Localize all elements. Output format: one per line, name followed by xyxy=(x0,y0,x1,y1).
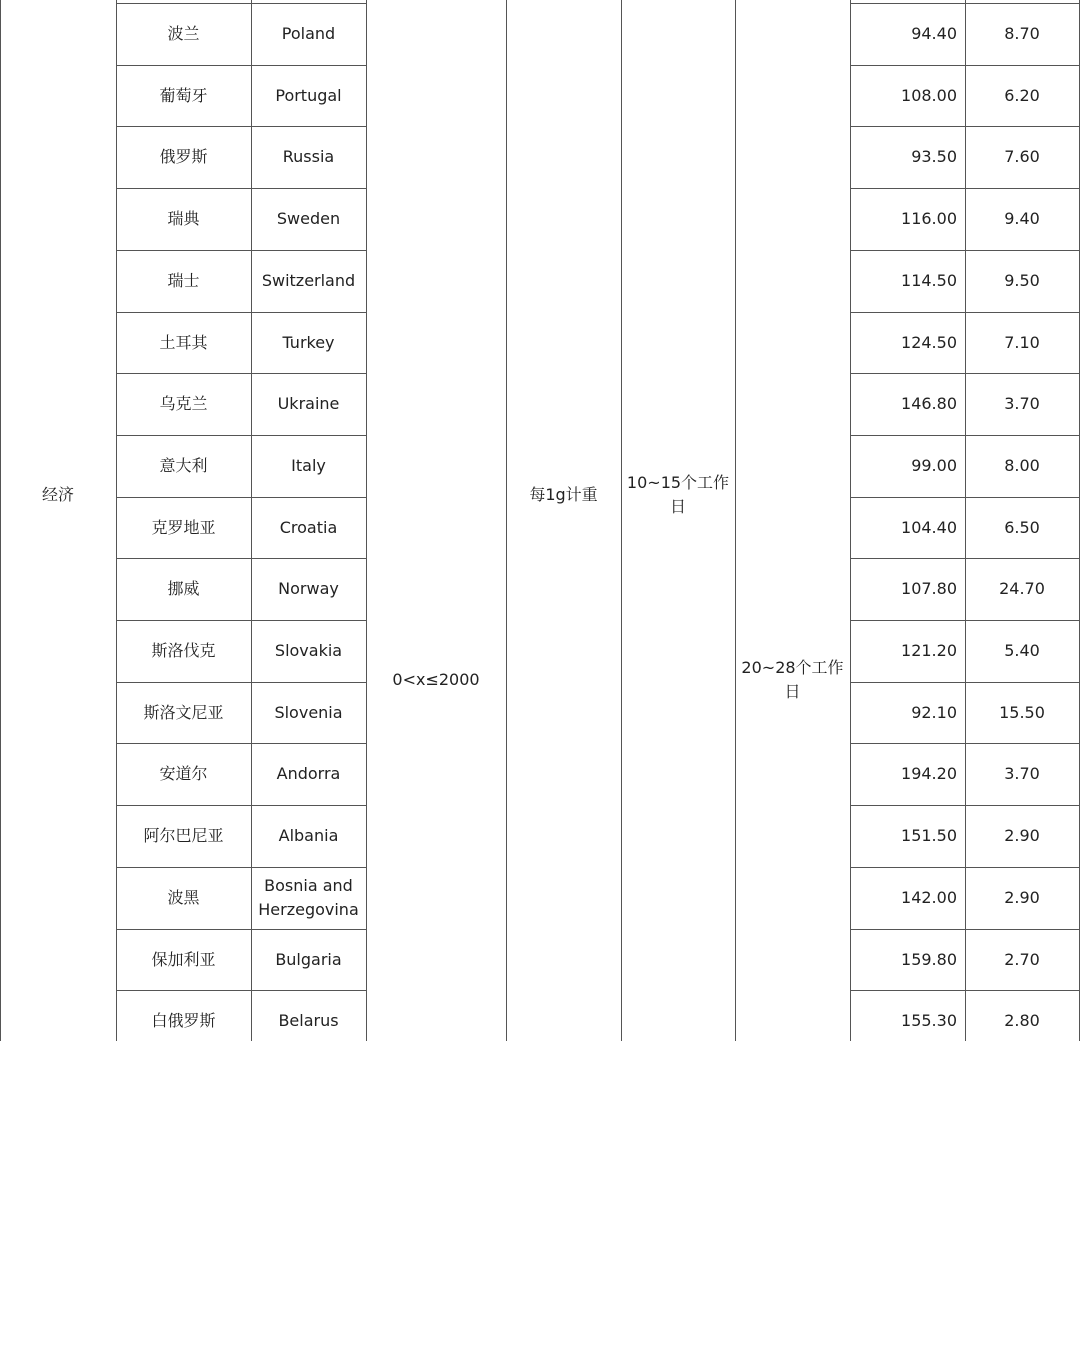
registration-fee: 6.50 xyxy=(1004,518,1040,537)
registration-fee: 8.70 xyxy=(1004,24,1040,43)
country-name-cn: 乌克兰 xyxy=(159,394,208,413)
registration-fee: 2.90 xyxy=(1004,888,1040,907)
price-per-kg: 108.00 xyxy=(901,86,957,105)
country-name-en: Slovenia xyxy=(274,703,343,722)
country-name-en: Russia xyxy=(282,147,335,166)
country-name-cn: 阿尔巴尼亚 xyxy=(143,826,224,845)
table-column-divider xyxy=(506,0,507,1041)
price-per-kg: 142.00 xyxy=(901,888,957,907)
registration-fee: 9.40 xyxy=(1004,209,1040,228)
price-per-kg: 159.80 xyxy=(901,950,957,969)
table-column-divider xyxy=(621,0,622,1041)
country-name-cn: 斯洛伐克 xyxy=(151,641,216,660)
country-name-en: Italy xyxy=(291,456,326,475)
delivery-time-b-cell xyxy=(735,3,850,1356)
registration-fee: 2.90 xyxy=(1004,826,1040,845)
service-type-cell xyxy=(0,3,116,987)
country-name-en: Ukraine xyxy=(277,394,340,413)
country-name-cn: 白俄罗斯 xyxy=(151,1011,216,1030)
registration-fee: 7.10 xyxy=(1004,333,1040,352)
billing-unit-label: 每1g计重 xyxy=(529,485,598,504)
delivery-time-a-cell xyxy=(621,3,735,987)
table-column-divider xyxy=(366,0,367,1041)
table-column-divider xyxy=(735,0,736,1041)
country-name-cn: 葡萄牙 xyxy=(159,86,208,105)
weight-range-label: 0<x≤2000 xyxy=(392,669,480,689)
price-per-kg: 146.80 xyxy=(901,394,957,413)
weight-range-cell xyxy=(366,3,506,1356)
price-per-kg: 104.40 xyxy=(901,518,957,537)
registration-fee: 8.00 xyxy=(1004,456,1040,475)
country-name-en: Norway xyxy=(278,579,339,598)
billing-unit-cell xyxy=(506,3,621,987)
price-per-kg: 114.50 xyxy=(901,271,957,290)
country-name-cn: 俄罗斯 xyxy=(159,147,208,166)
registration-fee: 7.60 xyxy=(1004,147,1040,166)
registration-fee: 3.70 xyxy=(1004,764,1040,783)
registration-fee: 6.20 xyxy=(1004,86,1040,105)
registration-fee: 2.80 xyxy=(1004,1011,1040,1030)
delivery-time-b-label: 20~28个工作日 xyxy=(741,657,844,701)
country-name-en: Croatia xyxy=(279,518,338,537)
country-name-cn: 土耳其 xyxy=(159,333,208,352)
price-per-kg: 155.30 xyxy=(901,1011,957,1030)
price-per-kg: 124.50 xyxy=(901,333,957,352)
country-name-cn: 瑞典 xyxy=(167,209,200,228)
country-name-en: Sweden xyxy=(276,209,341,228)
price-per-kg: 116.00 xyxy=(901,209,957,228)
price-per-kg: 194.20 xyxy=(901,764,957,783)
country-name-cn: 挪威 xyxy=(167,579,200,598)
country-name-en: Poland xyxy=(281,24,336,43)
table-column-divider xyxy=(0,0,1,1041)
price-per-kg: 92.10 xyxy=(911,703,957,722)
price-per-kg: 99.00 xyxy=(911,456,957,475)
country-name-cn: 瑞士 xyxy=(167,271,200,290)
service-type-label: 经济 xyxy=(41,485,74,504)
price-per-kg: 94.40 xyxy=(911,24,957,43)
country-name-en: Albania xyxy=(278,826,339,845)
country-name-cn: 克罗地亚 xyxy=(151,518,216,537)
registration-fee: 3.70 xyxy=(1004,394,1040,413)
country-name-cn: 斯洛文尼亚 xyxy=(143,703,224,722)
price-per-kg: 107.80 xyxy=(901,579,957,598)
country-name-en: Andorra xyxy=(276,764,341,783)
price-per-kg: 121.20 xyxy=(901,641,957,660)
country-name-en: Bosnia and Herzegovina xyxy=(258,876,359,919)
country-name-cn: 意大利 xyxy=(159,456,208,475)
country-name-en: Portugal xyxy=(275,86,342,105)
country-name-en: Switzerland xyxy=(261,271,356,290)
country-name-cn: 波黑 xyxy=(167,888,200,907)
registration-fee: 15.50 xyxy=(999,703,1045,722)
registration-fee: 9.50 xyxy=(1004,271,1040,290)
country-name-en: Turkey xyxy=(282,333,335,352)
registration-fee: 2.70 xyxy=(1004,950,1040,969)
country-name-cn: 波兰 xyxy=(167,24,200,43)
country-name-en: Belarus xyxy=(278,1011,339,1030)
registration-fee: 24.70 xyxy=(999,579,1045,598)
delivery-time-a-label: 10~15个工作日 xyxy=(626,473,730,516)
country-name-en: Slovakia xyxy=(274,641,343,660)
registration-fee: 5.40 xyxy=(1004,641,1040,660)
country-name-cn: 安道尔 xyxy=(159,764,208,783)
country-name-en: Bulgaria xyxy=(275,950,342,969)
price-per-kg: 93.50 xyxy=(911,147,957,166)
country-name-cn: 保加利亚 xyxy=(151,950,216,969)
price-per-kg: 151.50 xyxy=(901,826,957,845)
